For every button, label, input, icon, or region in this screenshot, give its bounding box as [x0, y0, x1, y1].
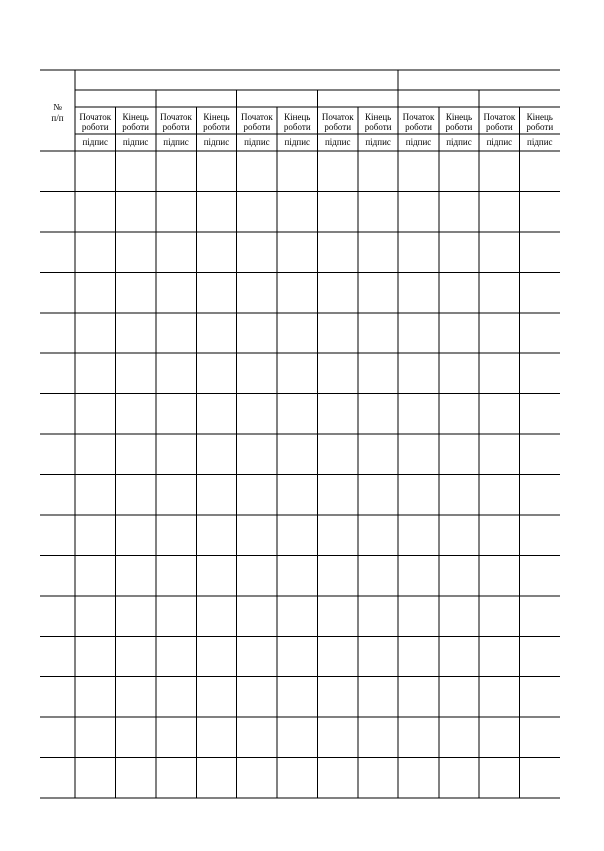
start-work-label: роботи [81, 122, 109, 132]
end-work-label: Кінець [284, 112, 311, 122]
start-work-label: роботи [486, 122, 513, 132]
number-header-abbrev: п/п [51, 113, 64, 123]
start-work-label: Початок [160, 112, 192, 122]
signature-label: підпис [324, 137, 351, 147]
signature-label: підпис [284, 137, 311, 147]
end-work-label: Кінець [203, 112, 230, 122]
start-work-label: роботи [162, 122, 190, 132]
signature-label: підпис [365, 137, 391, 147]
end-work-label: Кінець [445, 112, 473, 122]
start-work-label: роботи [324, 122, 352, 132]
signature-label: підпис [405, 137, 432, 147]
signature-label: підпис [527, 137, 553, 147]
signature-label: підпис [486, 137, 513, 147]
signature-label: підпис [122, 137, 149, 147]
start-work-label: Початок [321, 112, 354, 122]
signature-label: підпис [163, 137, 189, 147]
signature-label: підпис [244, 137, 270, 147]
end-work-label: роботи [364, 122, 392, 132]
signature-label: підпис [82, 137, 108, 147]
start-work-label: Початок [483, 112, 516, 122]
end-work-label: Кінець [526, 112, 553, 122]
end-work-label: Кінець [365, 112, 392, 122]
end-work-label: роботи [203, 122, 230, 132]
signature-label: підпис [203, 137, 230, 147]
table-grid [40, 70, 560, 798]
signature-label: підпис [446, 137, 472, 147]
number-header-symbol: № [53, 102, 62, 112]
table-labels [51, 102, 553, 147]
end-work-label: роботи [526, 122, 554, 132]
end-work-label: роботи [445, 122, 473, 132]
end-work-label: Кінець [122, 112, 149, 122]
start-work-label: Початок [79, 112, 112, 122]
start-work-label: роботи [243, 122, 271, 132]
start-work-label: Початок [402, 112, 435, 122]
start-work-label: роботи [405, 122, 432, 132]
start-work-label: Початок [241, 112, 273, 122]
end-work-label: роботи [122, 122, 149, 132]
end-work-label: роботи [283, 122, 311, 132]
